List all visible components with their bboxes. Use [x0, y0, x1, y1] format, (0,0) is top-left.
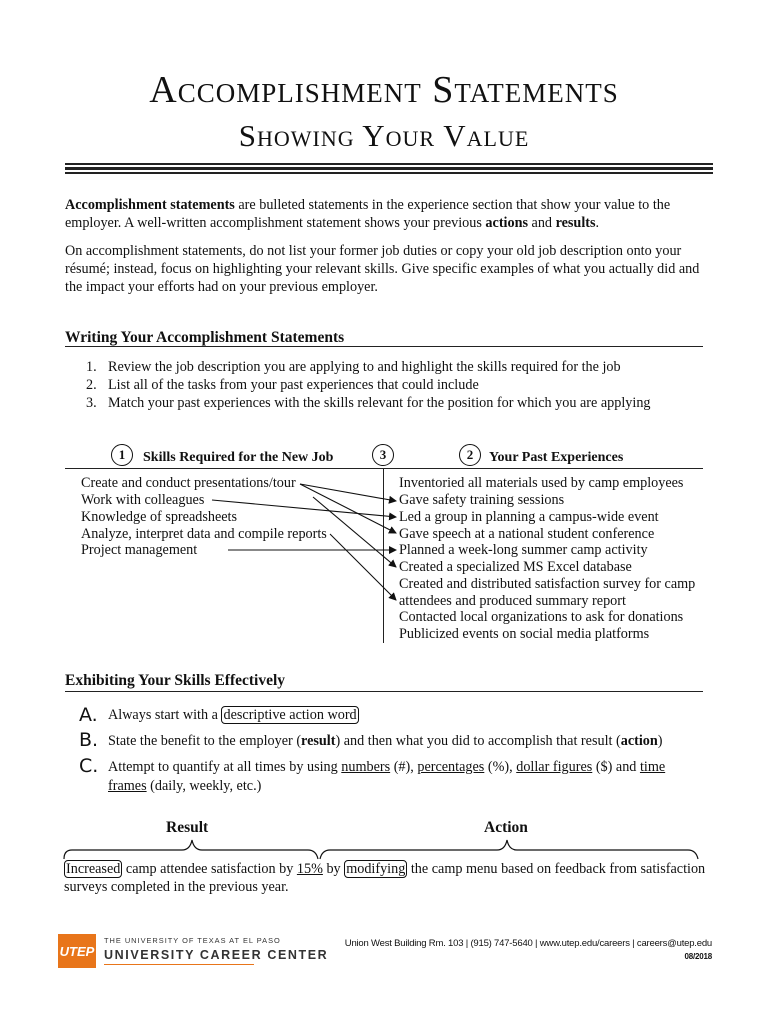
experience-item: Led a group in planning a campus-wide event — [399, 509, 659, 525]
exhibiting-section-heading: Exhibiting Your Skills Effectively — [65, 672, 286, 689]
career-center-name: UNIVERSITY CAREER CENTER — [104, 948, 329, 962]
intro-paragraph-1: Accomplishment statements are bulleted statements in the experience section that show your value to the employer. A well-written accomplishment statement shows your previous actions and results. — [65, 197, 671, 231]
experience-item: Gave speech at a national student conference — [399, 526, 655, 542]
tip-b-letter: B. — [79, 729, 99, 751]
result-brace — [64, 840, 318, 859]
intro-paragraph-2: On accomplishment statements, do not list your former job duties or copy your old job description onto your résumé; instead, focus on highlighting your relevant skills. Give specific examples of what you actually did and the impact your efforts had on your previous employer. — [65, 243, 700, 295]
skill-item: Create and conduct presentations/tour — [81, 475, 296, 491]
experience-item: Created a specialized MS Excel database — [399, 559, 632, 575]
step-item: 3. Match your past experiences with the skills relevant for the position for which you are applying — [86, 395, 651, 411]
step-3-circle: 3 — [372, 444, 394, 466]
experience-item: Created and distributed satisfaction survey for camp — [399, 576, 696, 592]
step-1-circle: 1 — [111, 444, 133, 466]
utep-logo-mark: UTEP — [59, 944, 95, 959]
experience-item: attendees and produced summary report — [399, 593, 626, 609]
writing-section-heading: Writing Your Accomplishment Statements — [65, 329, 345, 346]
intro-bold-term: Accomplishment statements — [65, 197, 235, 213]
increased-word-box: Increased — [66, 861, 121, 877]
experience-item: Inventoried all materials used by camp employees — [399, 475, 684, 491]
tip-c-letter: C. — [79, 755, 99, 777]
experiences-column-header: Your Past Experiences — [489, 450, 624, 465]
tip-a-text: Always start with a descriptive action word — [108, 707, 357, 723]
skill-item: Knowledge of spreadsheets — [81, 509, 238, 525]
tip-a-letter: A. — [79, 704, 98, 726]
action-label: Action — [484, 819, 528, 836]
footer-date: 08/2018 — [684, 952, 712, 961]
logo-underline — [104, 964, 254, 965]
skill-item: Analyze, interpret data and compile reports — [81, 526, 327, 542]
university-name: THE UNIVERSITY OF TEXAS AT EL PASO — [104, 936, 281, 945]
action-brace — [320, 840, 698, 859]
skill-item: Work with colleagues — [81, 492, 205, 508]
descriptive-action-word-box: descriptive action word — [223, 707, 357, 723]
page-subtitle: Showing Your Value — [238, 118, 530, 153]
footer-contact: Union West Building Rm. 103 | (915) 747-5640 | www.utep.edu/careers | careers@utep.edu — [344, 938, 712, 949]
tip-b-text: State the benefit to the employer (result) and then what you did to accomplish that result (action) — [108, 733, 663, 749]
step-2-circle: 2 — [459, 444, 481, 466]
example-statement: Increased camp attendee satisfaction by 15% by modifying the camp menu based on feedback from satisfaction — [66, 861, 706, 877]
result-label: Result — [166, 819, 209, 836]
modifying-word-box: modifying — [346, 861, 406, 877]
tip-c-text-continued: frames (daily, weekly, etc.) — [108, 778, 262, 794]
tip-c-text: Attempt to quantify at all times by using numbers (#), percentages (%), dollar figures ($) and time — [108, 759, 666, 775]
example-statement-continued: surveys completed in the previous year. — [64, 879, 289, 895]
step-item: 1. Review the job description you are applying to and highlight the skills required for the job — [86, 359, 621, 375]
skills-column-header: Skills Required for the New Job — [143, 450, 334, 465]
experience-item: Publicized events on social media platforms — [399, 626, 650, 642]
experience-item: Planned a week-long summer camp activity — [399, 542, 648, 558]
skill-item: Project management — [81, 542, 198, 558]
page-title: Accomplishment Statements — [149, 69, 619, 111]
experience-item: Contacted local organizations to ask for donations — [399, 609, 684, 625]
step-item: 2. List all of the tasks from your past experiences that could include — [86, 377, 479, 393]
experience-item: Gave safety training sessions — [399, 492, 565, 508]
